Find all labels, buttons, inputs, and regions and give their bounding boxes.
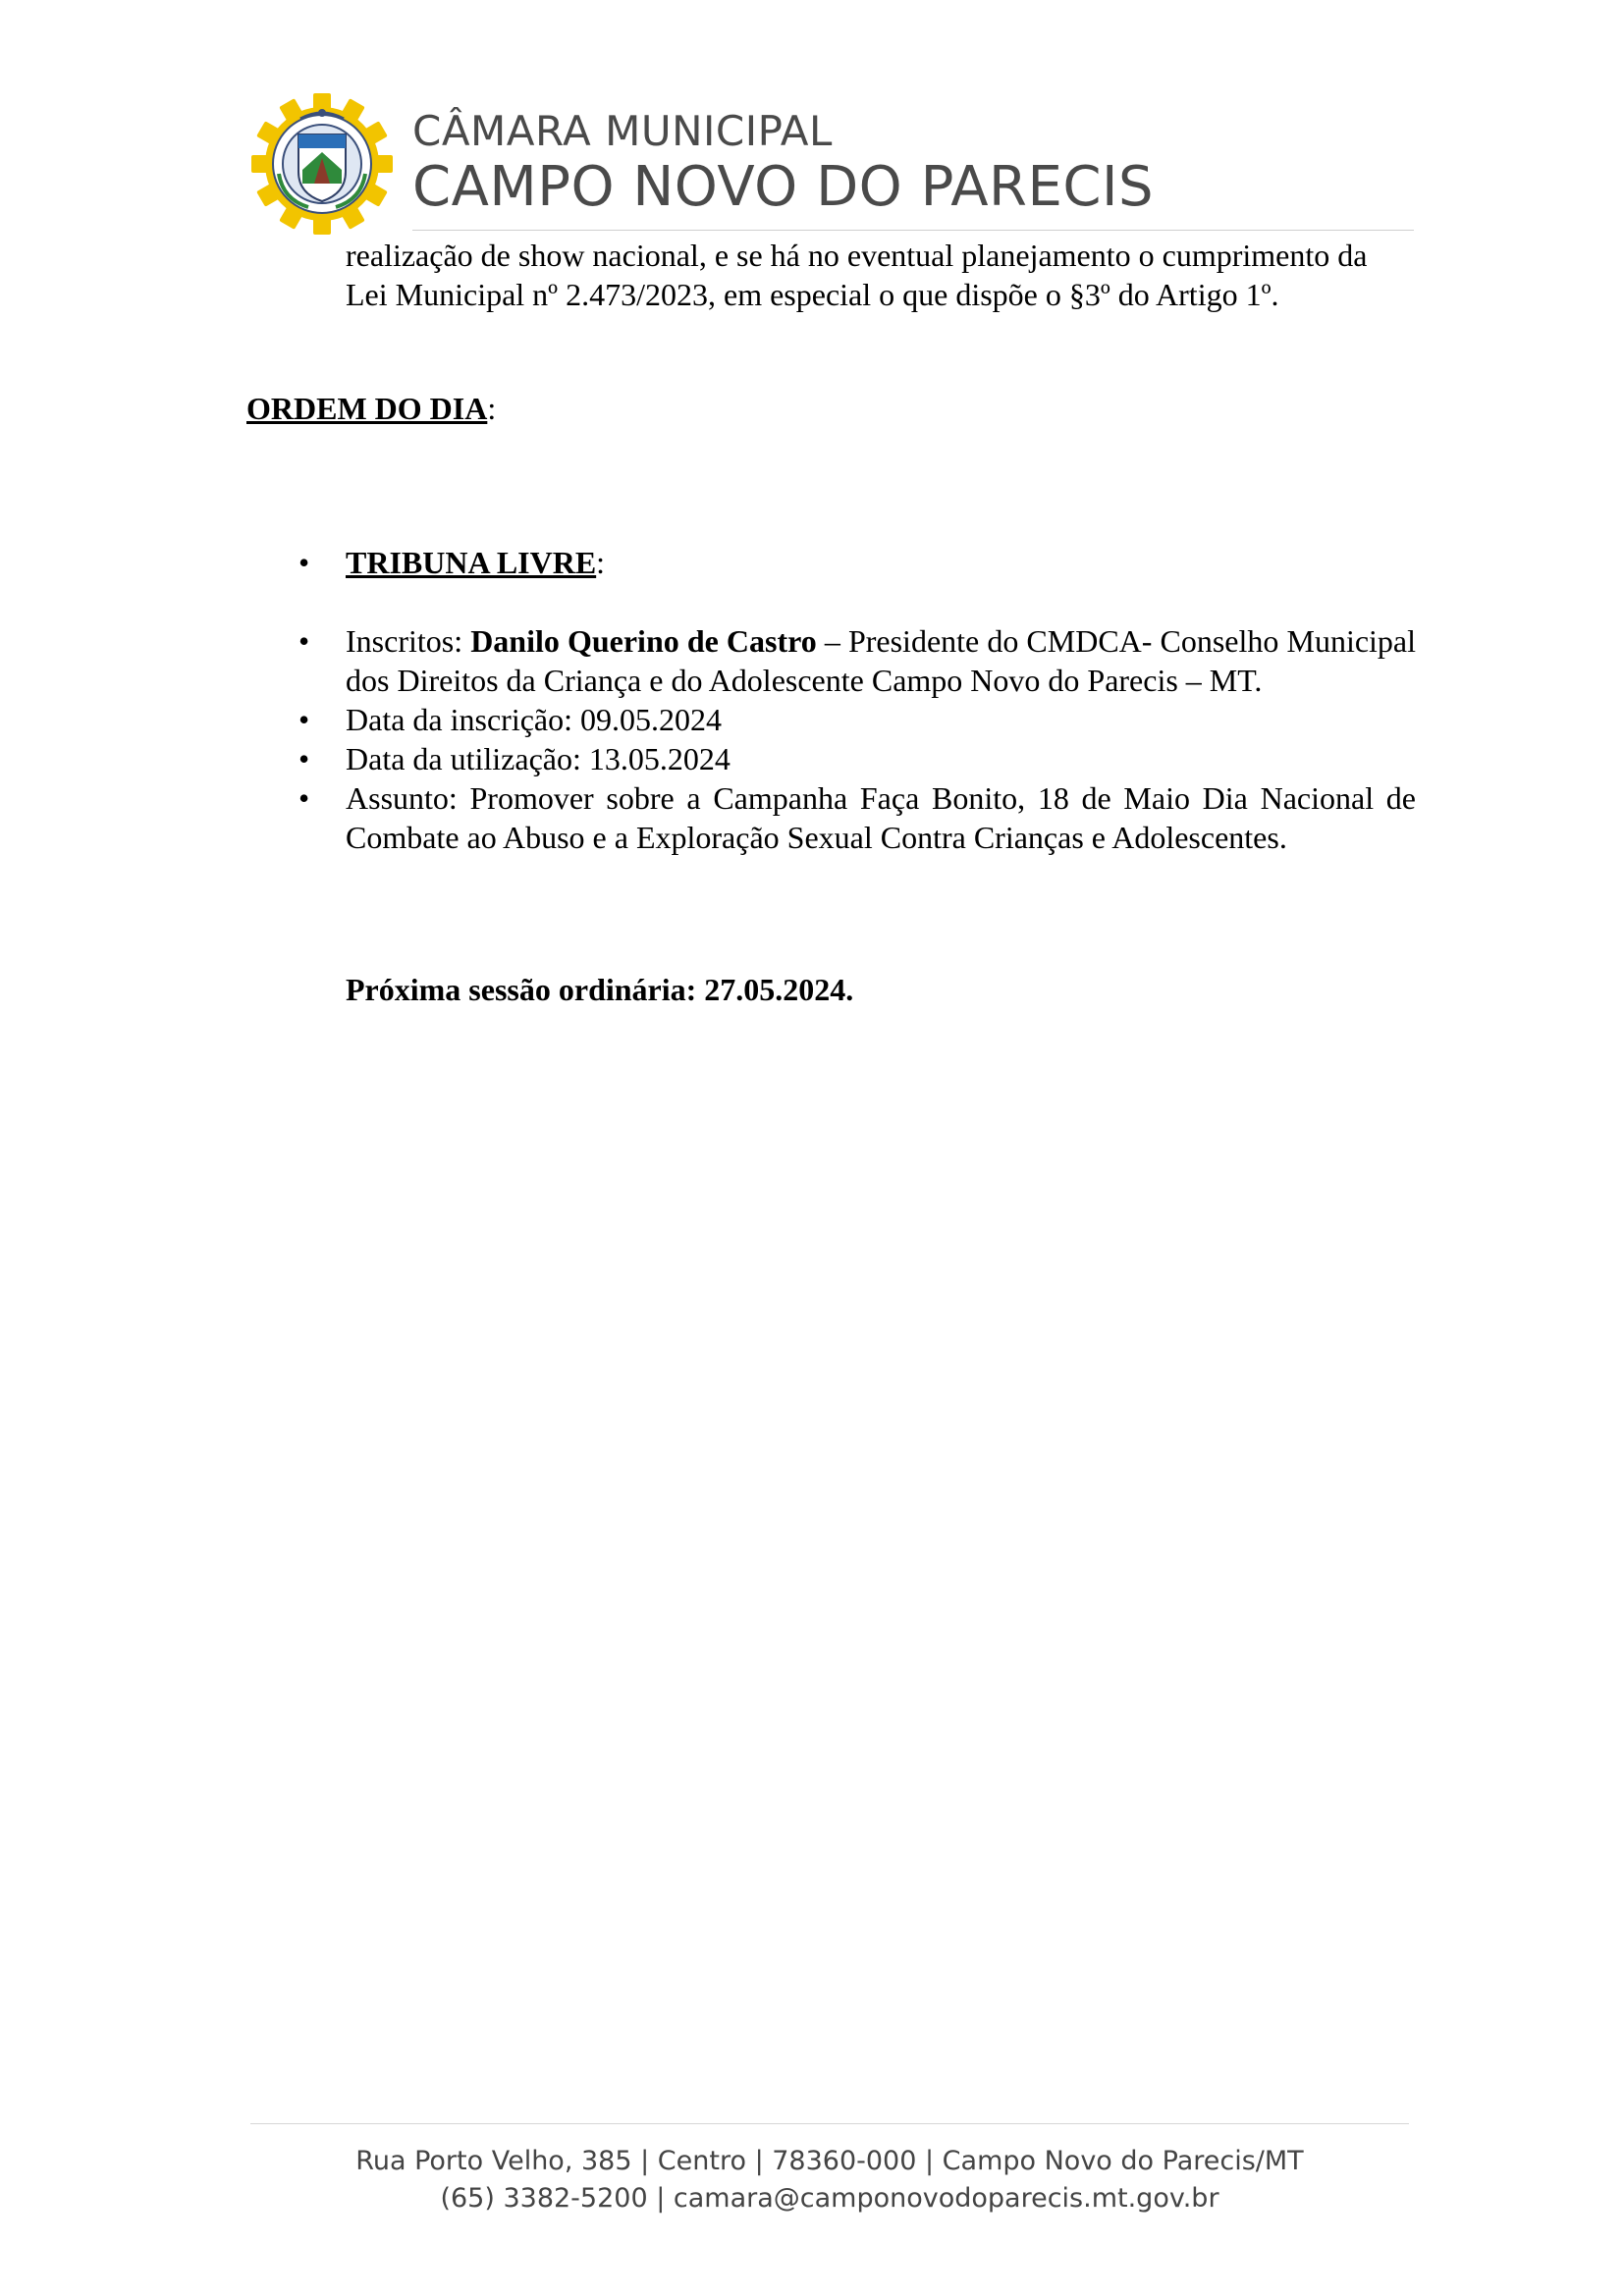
tribuna-title: TRIBUNA LIVRE: [346, 545, 597, 580]
next-session: Próxima sessão ordinária: 27.05.2024.: [346, 972, 854, 1007]
footer-address: Rua Porto Velho, 385 | Centro | 78360-000 | Campo Novo do Parecis/MT: [355, 2146, 1304, 2176]
municipal-seal-icon: [250, 92, 394, 236]
section-title: ORDEM DO DIA: [246, 391, 488, 426]
list-item-inscritos: [346, 621, 1416, 700]
footer-divider: [250, 2123, 1409, 2124]
inscritos-name: Danilo Querino de Castro: [470, 623, 817, 659]
list-item-data-inscricao: • Data da inscrição: 09.05.2024: [346, 700, 1416, 739]
list-item-tribuna-livre: [346, 543, 1416, 582]
org-name-line1: CÂMARA MUNICIPAL: [412, 107, 833, 155]
header-divider: [412, 230, 1414, 231]
letterhead: [250, 88, 1409, 236]
org-name-line2: CAMPO NOVO DO PARECIS: [412, 155, 1155, 219]
list-item-assunto: • Assunto: Promover sobre a Campanha Faça Bonito, 18 de Maio Dia Nacional de Combate ao Abuso e a Exploração Sexual Contra Crianças e Adolescentes.: [346, 778, 1416, 857]
list-item-data-utilizacao: • Data da utilização: 13.05.2024: [346, 739, 1416, 778]
inscritos-description: – Presidente do CMDCA- Conselho Municipal dos Direitos da Criança e do Adolescente Campo Novo do Parecis – MT.: [346, 623, 1417, 698]
details-list: [346, 621, 1416, 857]
tribuna-colon: :: [596, 545, 606, 580]
continuation-paragraph: realização de show nacional, e se há no eventual planejamento o cumprimento da Lei Municipal nº 2.473/2023, em especial o que dispõe o §3º do Artigo 1º.: [346, 238, 1368, 312]
organization-name: [412, 108, 1154, 218]
tribuna-list: [346, 543, 1416, 582]
footer: [250, 2143, 1409, 2217]
section-colon: :: [487, 391, 497, 426]
inscritos-label: Inscritos:: [346, 623, 471, 659]
section-heading-ordem-do-dia: [246, 389, 496, 428]
footer-contact: (65) 3382-5200 | camara@camponovodoparecis.mt.gov.br: [440, 2183, 1219, 2214]
